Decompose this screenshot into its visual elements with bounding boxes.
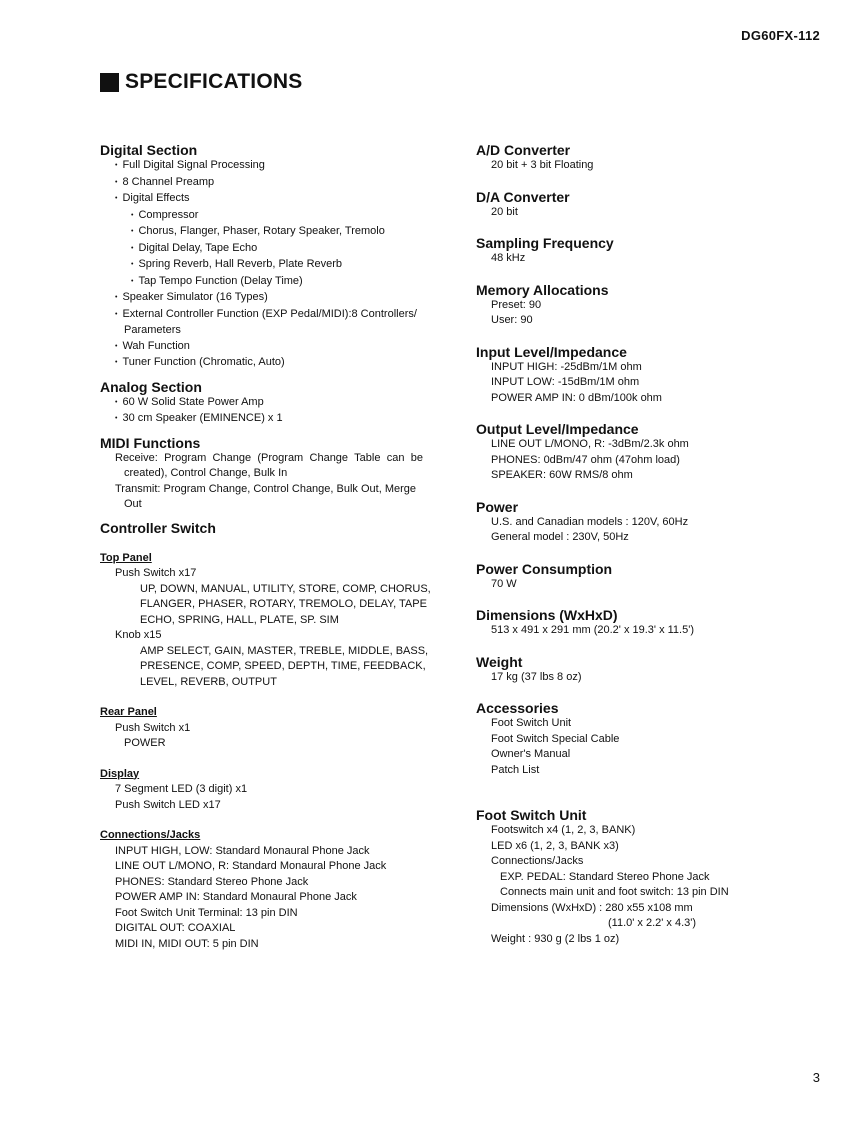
midi-line: Out <box>124 498 142 510</box>
spec-line: MIDI IN, MIDI OUT: 5 pin DIN <box>115 937 259 950</box>
list-item: • Full Digital Signal Processing <box>100 158 440 175</box>
spec-line: Push Switch x17 <box>115 567 197 579</box>
spec-line: Patch List <box>491 763 540 776</box>
left-column <box>100 142 440 952</box>
spec-line: General model : 230V, 50Hz <box>491 531 629 543</box>
midi-section <box>100 435 440 513</box>
spec-line: Push Switch x1 <box>115 721 191 734</box>
da-converter-section <box>476 189 816 221</box>
spec-line: INPUT HIGH, LOW: Standard Monaural Phone Jack <box>115 844 370 857</box>
spec-line: 20 bit <box>491 205 518 218</box>
spec-line: U.S. and Canadian models : 120V, 60Hz <box>491 515 689 528</box>
midi-line: Transmit: Program Change, Control Change, Bulk Out, Merge <box>115 482 417 495</box>
title-square-icon <box>100 73 119 92</box>
section-heading: Power Consumption <box>476 560 613 577</box>
sampling-section <box>476 235 816 267</box>
spec-line: LED x6 (1, 2, 3, BANK x3) <box>491 839 619 852</box>
section-heading: Accessories <box>476 700 559 716</box>
section-heading: Weight <box>476 653 523 670</box>
spec-line: Connects main unit and foot switch: 13 pin DIN <box>500 886 729 898</box>
spec-line: PHONES: Standard Stereo Phone Jack <box>115 875 309 888</box>
spec-line: Weight : 930 g (2 lbs 1 oz) <box>491 932 620 945</box>
spec-line: UP, DOWN, MANUAL, UTILITY, STORE, COMP, CHORUS, <box>140 582 431 595</box>
spec-line: 17 kg (37 lbs 8 oz) <box>491 670 582 683</box>
list-item: • 8 Channel Preamp <box>100 175 440 192</box>
spec-line: 70 W <box>491 577 517 590</box>
accessories-section <box>476 700 816 778</box>
spec-line: Footswitch x4 (1, 2, 3, BANK) <box>491 824 636 836</box>
spec-line: Foot Switch Special Cable <box>491 732 620 745</box>
subsection-label: Display <box>100 767 140 780</box>
list-item: • Tap Tempo Function (Delay Time) <box>100 274 440 291</box>
list-item-continued: Parameters <box>124 324 181 336</box>
section-heading: A/D Converter <box>476 142 571 158</box>
foot-switch-section <box>476 807 816 947</box>
list-item: • External Controller Function (EXP Pedal/MIDI):8 Controllers/ <box>100 307 440 324</box>
controller-section <box>100 520 440 953</box>
right-column <box>476 142 816 947</box>
list-item: • Spring Reverb, Hall Reverb, Plate Reverb <box>100 257 440 274</box>
spec-line: LINE OUT L/MONO, R: Standard Monaural Phone Jack <box>115 860 387 872</box>
subsection-label: Top Panel <box>100 551 152 564</box>
model-number: DG60FX-112 <box>741 28 820 43</box>
spec-line: SPEAKER: 60W RMS/8 ohm <box>491 469 633 481</box>
ad-converter-section <box>476 142 816 174</box>
spec-line: EXP. PEDAL: Standard Stereo Phone Jack <box>500 870 710 883</box>
spec-line: POWER AMP IN: Standard Monaural Phone Jack <box>115 891 357 903</box>
spec-line: 48 kHz <box>491 252 526 264</box>
spec-line: Knob x15 <box>115 629 162 641</box>
spec-line: Preset: 90 <box>491 298 542 311</box>
spec-line: AMP SELECT, GAIN, MASTER, TREBLE, MIDDLE, BASS, <box>140 644 429 657</box>
section-heading: Memory Allocations <box>476 281 609 298</box>
section-heading: Analog Section <box>100 378 202 395</box>
output-level-section <box>476 421 816 484</box>
spec-line: FLANGER, PHASER, ROTARY, TREMOLO, DELAY, TAPE <box>140 598 427 610</box>
memory-section <box>476 282 816 329</box>
section-heading: Sampling Frequency <box>476 235 614 251</box>
section-heading: Input Level/Impedance <box>476 343 627 360</box>
spec-line: Dimensions (WxHxD) : 280 x55 x108 mm <box>491 901 693 914</box>
midi-line: created), Control Change, Bulk In <box>124 467 288 479</box>
power-consumption-section <box>476 561 816 593</box>
section-heading: Controller Switch <box>100 519 216 536</box>
section-heading: Output Level/Impedance <box>476 421 639 437</box>
spec-line: (11.0' x 2.2' x 4.3') <box>608 917 697 929</box>
spec-line: Foot Switch Unit <box>491 717 572 729</box>
spec-line: INPUT LOW: -15dBm/1M ohm <box>491 376 640 388</box>
page-number: 3 <box>812 1070 820 1085</box>
list-item: • Digital Delay, Tape Echo <box>100 241 440 258</box>
spec-line: Push Switch LED x17 <box>115 798 221 811</box>
list-item: • Tuner Function (Chromatic, Auto) <box>100 355 440 372</box>
spec-line: User: 90 <box>491 314 533 326</box>
list-item: • Chorus, Flanger, Phaser, Rotary Speaker, Tremolo <box>100 224 440 241</box>
spec-line: Connections/Jacks <box>491 855 584 867</box>
subsection-label: Rear Panel <box>100 706 157 718</box>
page-title-block <box>100 70 302 94</box>
subsection-label: Connections/Jacks <box>100 829 201 841</box>
spec-line: ECHO, SPRING, HALL, PLATE, SP. SIM <box>140 613 339 626</box>
power-section <box>476 499 816 546</box>
midi-line: Receive: Program Change (Program Change Table can be <box>115 451 423 464</box>
spec-line: Foot Switch Unit Terminal: 13 pin DIN <box>115 906 298 919</box>
digital-section <box>100 142 440 372</box>
dimensions-section <box>476 607 816 639</box>
list-item: • Digital Effects <box>100 191 440 208</box>
section-heading: Foot Switch Unit <box>476 807 587 823</box>
spec-line: PRESENCE, COMP, SPEED, DEPTH, TIME, FEEDBACK, <box>140 660 426 672</box>
list-item: • Speaker Simulator (16 Types) <box>100 290 440 307</box>
input-level-section <box>476 344 816 407</box>
analog-section <box>100 379 440 428</box>
section-heading: D/A Converter <box>476 188 570 205</box>
list-item: • 60 W Solid State Power Amp <box>100 395 440 412</box>
spec-line: LEVEL, REVERB, OUTPUT <box>140 675 277 688</box>
spec-line: POWER <box>124 737 166 749</box>
section-heading: Dimensions (WxHxD) <box>476 607 618 623</box>
page-title: SPECIFICATIONS <box>125 70 303 93</box>
weight-section <box>476 654 816 686</box>
spec-line: LINE OUT L/MONO, R: -3dBm/2.3k ohm <box>491 438 689 450</box>
spec-line: POWER AMP IN: 0 dBm/100k ohm <box>491 391 662 404</box>
section-heading: MIDI Functions <box>100 434 201 451</box>
spec-line: INPUT HIGH: -25dBm/1M ohm <box>491 360 642 373</box>
spec-line: 7 Segment LED (3 digit) x1 <box>115 783 248 795</box>
section-heading: Digital Section <box>100 142 198 158</box>
spec-line: 20 bit + 3 bit Floating <box>491 159 594 171</box>
spec-line: DIGITAL OUT: COAXIAL <box>115 922 236 934</box>
spec-line: PHONES: 0dBm/47 ohm (47ohm load) <box>491 453 680 466</box>
spec-line: Owner's Manual <box>491 748 571 760</box>
list-item: • Wah Function <box>100 339 440 356</box>
spec-line: 513 x 491 x 291 mm (20.2' x 19.3' x 11.5') <box>491 624 694 636</box>
list-item: • 30 cm Speaker (EMINENCE) x 1 <box>100 411 440 428</box>
list-item: • Compressor <box>100 208 440 225</box>
section-heading: Power <box>476 498 519 515</box>
